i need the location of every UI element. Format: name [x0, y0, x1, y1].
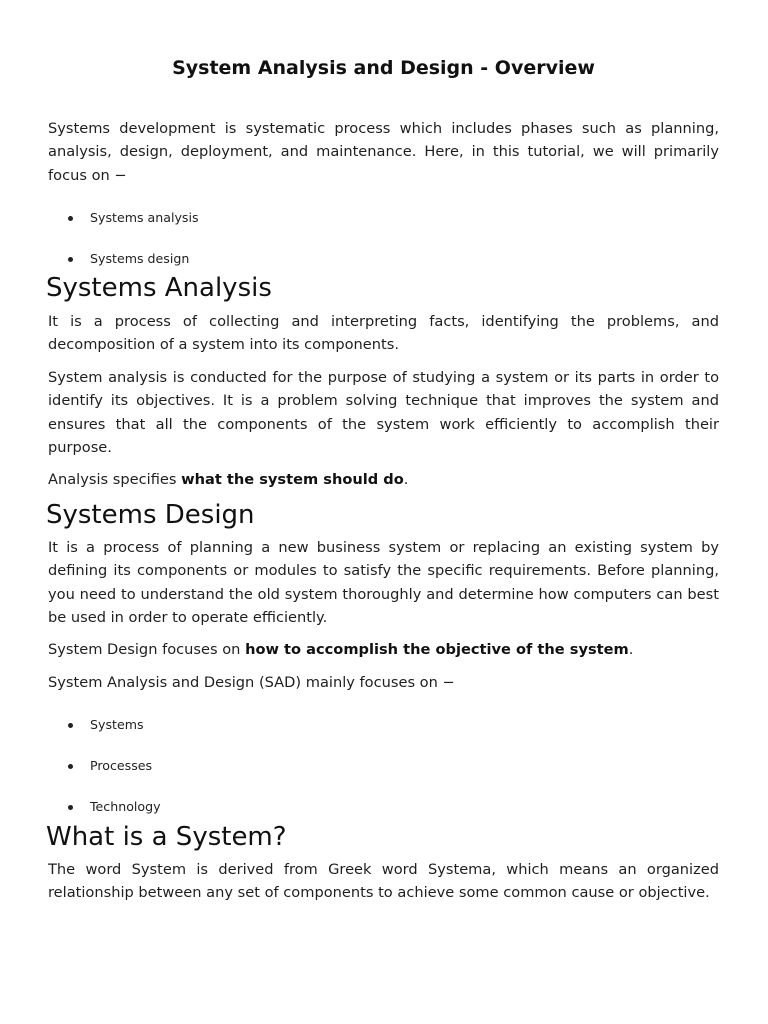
design-p2-suffix: . [628, 641, 634, 658]
list-item-label: Systems [90, 717, 144, 732]
design-paragraph-2 [48, 638, 719, 661]
design-p2-prefix: System Design focuses on [48, 641, 246, 658]
analysis-p3-prefix: Analysis specifies [48, 471, 182, 488]
list-item-label: Technology [90, 799, 161, 814]
list-item [48, 717, 719, 758]
list-item [48, 758, 719, 799]
bullet-icon [68, 723, 73, 728]
page-title: System Analysis and Design - Overview [172, 57, 595, 79]
section-heading-systems-analysis: Systems Analysis [46, 273, 272, 303]
analysis-paragraph-3 [48, 468, 719, 491]
design-p2-emphasis: how to accomplish the objective of the system [245, 641, 629, 658]
analysis-p3-suffix: . [403, 471, 409, 488]
list-item [48, 210, 719, 251]
bullet-icon [68, 216, 73, 221]
section-heading-systems-design: Systems Design [46, 500, 255, 530]
design-paragraph-1: It is a process of planning a new business system or replacing an existing system by defining its components or modules to satisfy the specific requirements. Before planning, you need to understand the old system thoroughly and determine how computers can best be used in order to operate efficiently. [48, 539, 719, 626]
list-item-label: Systems analysis [90, 210, 199, 225]
bullet-icon [68, 805, 73, 810]
analysis-p3-emphasis: what the system should do [181, 471, 404, 488]
list-item-label: Processes [90, 758, 153, 773]
list-item-label: Systems design [90, 251, 190, 266]
analysis-paragraph-2: System analysis is conducted for the purpose of studying a system or its parts in order to identify its objectives. It is a problem solving technique that improves the system and ensures that all the components of the system work efficiently to accomplish their purpose. [48, 369, 719, 456]
bullet-icon [68, 257, 73, 262]
intro-paragraph: Systems development is systematic process which includes phases such as planning, analysis, design, deployment, and maintenance. Here, in this tutorial, we will primarily focus on − [48, 120, 719, 184]
system-paragraph-1: The word System is derived from Greek word Systema, which means an organized relationship between any set of components to achieve some common cause or objective. [48, 861, 719, 902]
section-heading-what-is-a-system: What is a System? [46, 822, 287, 852]
bullet-icon [68, 764, 73, 769]
design-paragraph-3: System Analysis and Design (SAD) mainly focuses on − [48, 674, 455, 691]
analysis-paragraph-1: It is a process of collecting and interpreting facts, identifying the problems, and decomposition of a system into its components. [48, 313, 719, 354]
